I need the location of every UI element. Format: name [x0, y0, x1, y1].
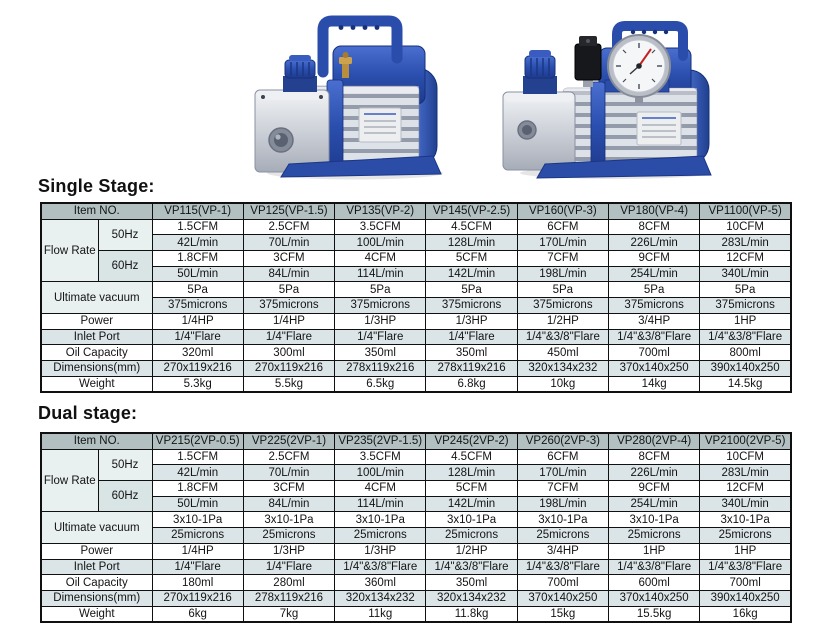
spec-cell: 9CFM [609, 251, 700, 267]
table-row [41, 543, 791, 559]
spec-cell: 5CFM [426, 481, 517, 497]
spec-cell: 142L/min [426, 496, 517, 512]
spec-cell: 800ml [700, 345, 791, 361]
spec-cell: 375microns [243, 298, 334, 314]
spec-cell: 1/3HP [426, 313, 517, 329]
spec-cell: 1/3HP [243, 543, 334, 559]
table-row [41, 528, 791, 544]
spec-cell: 1/4"Flare [243, 329, 334, 345]
spec-cell: 10kg [517, 376, 608, 392]
row-label: Flow Rate [41, 219, 98, 282]
spec-cell: 375microns [426, 298, 517, 314]
table-row [41, 606, 791, 622]
table-row [41, 496, 791, 512]
spec-cell: 198L/min [517, 266, 608, 282]
spec-cell: 1/4"Flare [152, 329, 243, 345]
spec-cell: 3x10-1Pa [335, 512, 426, 528]
table-row [41, 298, 791, 314]
spec-cell: 3x10-1Pa [426, 512, 517, 528]
spec-cell: 375microns [700, 298, 791, 314]
spec-cell: 280ml [243, 575, 334, 591]
spec-cell: 25microns [335, 528, 426, 544]
row-label: Inlet Port [41, 329, 152, 345]
spec-cell: 10CFM [700, 219, 791, 235]
spec-cell: 3x10-1Pa [700, 512, 791, 528]
spec-cell: 1/4"&3/8"Flare [426, 559, 517, 575]
spec-cell: 375microns [335, 298, 426, 314]
spec-cell: 3.5CFM [335, 449, 426, 465]
model-column-header: VP160(VP-3) [517, 203, 608, 219]
spec-cell: 600ml [609, 575, 700, 591]
spec-cell: 350ml [426, 575, 517, 591]
table-row [41, 559, 791, 575]
spec-cell: 390x140x250 [700, 590, 791, 606]
spec-cell: 14.5kg [700, 376, 791, 392]
spec-cell: 283L/min [700, 235, 791, 251]
spec-cell: 16kg [700, 606, 791, 622]
table-row [41, 481, 791, 497]
spec-cell: 370x140x250 [609, 360, 700, 376]
spec-cell: 6CFM [517, 219, 608, 235]
row-label: Inlet Port [41, 559, 152, 575]
spec-cell: 370x140x250 [609, 590, 700, 606]
spec-cell: 5Pa [335, 282, 426, 298]
spec-cell: 8CFM [609, 449, 700, 465]
spec-cell: 12CFM [700, 481, 791, 497]
spec-cell: 70L/min [243, 465, 334, 481]
spec-cell: 100L/min [335, 235, 426, 251]
spec-cell: 1/4"&3/8"Flare [335, 559, 426, 575]
item-no-header: Item NO. [41, 433, 152, 449]
spec-cell: 320ml [152, 345, 243, 361]
item-no-header: Item NO. [41, 203, 152, 219]
spec-cell: 180ml [152, 575, 243, 591]
spec-cell: 9CFM [609, 481, 700, 497]
row-label: Oil Capacity [41, 575, 152, 591]
model-column-header: VP215(2VP-0.5) [152, 433, 243, 449]
spec-cell: 300ml [243, 345, 334, 361]
single-stage-pump-photo [243, 10, 443, 180]
frequency-sublabel: 50Hz [98, 219, 152, 250]
spec-cell: 1/4"&3/8"Flare [609, 329, 700, 345]
spec-cell: 700ml [609, 345, 700, 361]
spec-cell: 84L/min [243, 266, 334, 282]
row-label: Dimensions(mm) [41, 590, 152, 606]
frequency-sublabel: 60Hz [98, 481, 152, 512]
row-label: Dimensions(mm) [41, 360, 152, 376]
spec-cell: 390x140x250 [700, 360, 791, 376]
table-row [41, 313, 791, 329]
table-row [41, 251, 791, 267]
table-row [41, 449, 791, 465]
dual-stage-pump-photo [487, 18, 715, 180]
spec-cell: 1.8CFM [152, 481, 243, 497]
spec-cell: 370x140x250 [517, 590, 608, 606]
spec-cell: 1.5CFM [152, 449, 243, 465]
spec-cell: 170L/min [517, 465, 608, 481]
spec-cell: 1/2HP [426, 543, 517, 559]
spec-cell: 270x119x216 [152, 360, 243, 376]
model-column-header: VP1100(VP-5) [700, 203, 791, 219]
spec-cell: 375microns [152, 298, 243, 314]
model-column-header: VP260(2VP-3) [517, 433, 608, 449]
spec-cell: 11.8kg [426, 606, 517, 622]
spec-cell: 5Pa [243, 282, 334, 298]
spec-cell: 5Pa [700, 282, 791, 298]
spec-cell: 25microns [609, 528, 700, 544]
spec-cell: 254L/min [609, 266, 700, 282]
table-row [41, 376, 791, 392]
spec-cell: 1HP [700, 543, 791, 559]
spec-cell: 12CFM [700, 251, 791, 267]
row-label: Weight [41, 606, 152, 622]
spec-cell: 1/3HP [335, 313, 426, 329]
spec-cell: 1/4HP [152, 313, 243, 329]
spec-cell: 1.5CFM [152, 219, 243, 235]
spec-cell: 128L/min [426, 235, 517, 251]
model-column-header: VP115(VP-1) [152, 203, 243, 219]
spec-cell: 170L/min [517, 235, 608, 251]
table-row [41, 512, 791, 528]
table-row [41, 329, 791, 345]
frequency-sublabel: 60Hz [98, 251, 152, 282]
model-column-header: VP245(2VP-2) [426, 433, 517, 449]
spec-cell: 1/4"Flare [335, 329, 426, 345]
spec-cell: 1/4"&3/8"Flare [700, 329, 791, 345]
spec-cell: 5Pa [517, 282, 608, 298]
spec-cell: 70L/min [243, 235, 334, 251]
spec-cell: 278x119x216 [243, 590, 334, 606]
spec-cell: 3.5CFM [335, 219, 426, 235]
spec-cell: 1/4HP [152, 543, 243, 559]
spec-cell: 5.5kg [243, 376, 334, 392]
spec-cell: 25microns [517, 528, 608, 544]
spec-cell: 15.5kg [609, 606, 700, 622]
spec-cell: 3CFM [243, 481, 334, 497]
model-column-header: VP180(VP-4) [609, 203, 700, 219]
table-header-row [41, 203, 791, 219]
table-row [41, 235, 791, 251]
spec-cell: 375microns [609, 298, 700, 314]
spec-cell: 278x119x216 [335, 360, 426, 376]
spec-cell: 1/4"&3/8"Flare [517, 559, 608, 575]
spec-cell: 7kg [243, 606, 334, 622]
spec-cell: 6.5kg [335, 376, 426, 392]
spec-cell: 6.8kg [426, 376, 517, 392]
table-row [41, 282, 791, 298]
spec-cell: 5Pa [152, 282, 243, 298]
spec-cell: 2.5CFM [243, 219, 334, 235]
spec-cell: 226L/min [609, 235, 700, 251]
spec-cell: 254L/min [609, 496, 700, 512]
row-label: Power [41, 313, 152, 329]
spec-cell: 7CFM [517, 481, 608, 497]
spec-cell: 340L/min [700, 266, 791, 282]
spec-cell: 5.3kg [152, 376, 243, 392]
spec-cell: 3x10-1Pa [609, 512, 700, 528]
spec-cell: 6CFM [517, 449, 608, 465]
spec-cell: 350ml [335, 345, 426, 361]
table-row [41, 266, 791, 282]
spec-cell: 3x10-1Pa [517, 512, 608, 528]
spec-cell: 1.8CFM [152, 251, 243, 267]
spec-cell: 142L/min [426, 266, 517, 282]
spec-cell: 25microns [243, 528, 334, 544]
spec-cell: 1/4"Flare [152, 559, 243, 575]
spec-cell: 1/2HP [517, 313, 608, 329]
spec-cell: 3CFM [243, 251, 334, 267]
spec-cell: 128L/min [426, 465, 517, 481]
spec-cell: 3/4HP [609, 313, 700, 329]
model-column-header: VP2100(2VP-5) [700, 433, 791, 449]
spec-cell: 2.5CFM [243, 449, 334, 465]
spec-cell: 4CFM [335, 481, 426, 497]
spec-cell: 15kg [517, 606, 608, 622]
spec-cell: 4.5CFM [426, 219, 517, 235]
spec-cell: 320x134x232 [517, 360, 608, 376]
spec-cell: 50L/min [152, 266, 243, 282]
spec-cell: 270x119x216 [243, 360, 334, 376]
row-label: Ultimate vacuum [41, 512, 152, 543]
spec-cell: 100L/min [335, 465, 426, 481]
table-row [41, 590, 791, 606]
spec-cell: 3/4HP [517, 543, 608, 559]
dual-stage-spec-table [40, 432, 792, 623]
spec-cell: 1HP [609, 543, 700, 559]
spec-cell: 1/4"&3/8"Flare [517, 329, 608, 345]
spec-cell: 8CFM [609, 219, 700, 235]
model-column-header: VP235(2VP-1.5) [335, 433, 426, 449]
spec-cell: 340L/min [700, 496, 791, 512]
spec-cell: 25microns [152, 528, 243, 544]
table-row [41, 360, 791, 376]
spec-cell: 1/4"&3/8"Flare [700, 559, 791, 575]
spec-cell: 5CFM [426, 251, 517, 267]
spec-cell: 25microns [426, 528, 517, 544]
spec-cell: 114L/min [335, 266, 426, 282]
spec-cell: 320x134x232 [335, 590, 426, 606]
spec-cell: 283L/min [700, 465, 791, 481]
spec-cell: 350ml [426, 345, 517, 361]
spec-cell: 1/3HP [335, 543, 426, 559]
spec-cell: 50L/min [152, 496, 243, 512]
spec-cell: 3x10-1Pa [152, 512, 243, 528]
spec-cell: 7CFM [517, 251, 608, 267]
spec-cell: 1/4"Flare [243, 559, 334, 575]
model-column-header: VP145(VP-2.5) [426, 203, 517, 219]
spec-cell: 270x119x216 [152, 590, 243, 606]
model-column-header: VP280(2VP-4) [609, 433, 700, 449]
spec-cell: 198L/min [517, 496, 608, 512]
table-row [41, 575, 791, 591]
spec-cell: 114L/min [335, 496, 426, 512]
spec-cell: 1HP [700, 313, 791, 329]
spec-cell: 14kg [609, 376, 700, 392]
single-stage-spec-table [40, 202, 792, 393]
spec-cell: 450ml [517, 345, 608, 361]
spec-cell: 360ml [335, 575, 426, 591]
spec-cell: 1/4"Flare [426, 329, 517, 345]
spec-cell: 5Pa [426, 282, 517, 298]
spec-cell: 11kg [335, 606, 426, 622]
row-label: Weight [41, 376, 152, 392]
row-label: Ultimate vacuum [41, 282, 152, 313]
frequency-sublabel: 50Hz [98, 449, 152, 480]
spec-cell: 4CFM [335, 251, 426, 267]
spec-cell: 10CFM [700, 449, 791, 465]
model-column-header: VP135(VP-2) [335, 203, 426, 219]
spec-cell: 42L/min [152, 465, 243, 481]
row-label: Flow Rate [41, 449, 98, 512]
row-label: Power [41, 543, 152, 559]
spec-cell: 25microns [700, 528, 791, 544]
spec-cell: 84L/min [243, 496, 334, 512]
spec-cell: 5Pa [609, 282, 700, 298]
table-row [41, 219, 791, 235]
spec-cell: 700ml [700, 575, 791, 591]
model-column-header: VP125(VP-1.5) [243, 203, 334, 219]
spec-cell: 3x10-1Pa [243, 512, 334, 528]
table-row [41, 345, 791, 361]
spec-cell: 1/4"&3/8"Flare [609, 559, 700, 575]
spec-cell: 375microns [517, 298, 608, 314]
spec-cell: 700ml [517, 575, 608, 591]
spec-cell: 4.5CFM [426, 449, 517, 465]
dual-stage-title: Dual stage: [38, 403, 138, 423]
spec-cell: 42L/min [152, 235, 243, 251]
spec-cell: 6kg [152, 606, 243, 622]
spec-cell: 320x134x232 [426, 590, 517, 606]
table-header-row [41, 433, 791, 449]
spec-cell: 226L/min [609, 465, 700, 481]
row-label: Oil Capacity [41, 345, 152, 361]
model-column-header: VP225(2VP-1) [243, 433, 334, 449]
single-stage-title: Single Stage: [38, 176, 155, 196]
spec-cell: 278x119x216 [426, 360, 517, 376]
table-row [41, 465, 791, 481]
spec-cell: 1/4HP [243, 313, 334, 329]
